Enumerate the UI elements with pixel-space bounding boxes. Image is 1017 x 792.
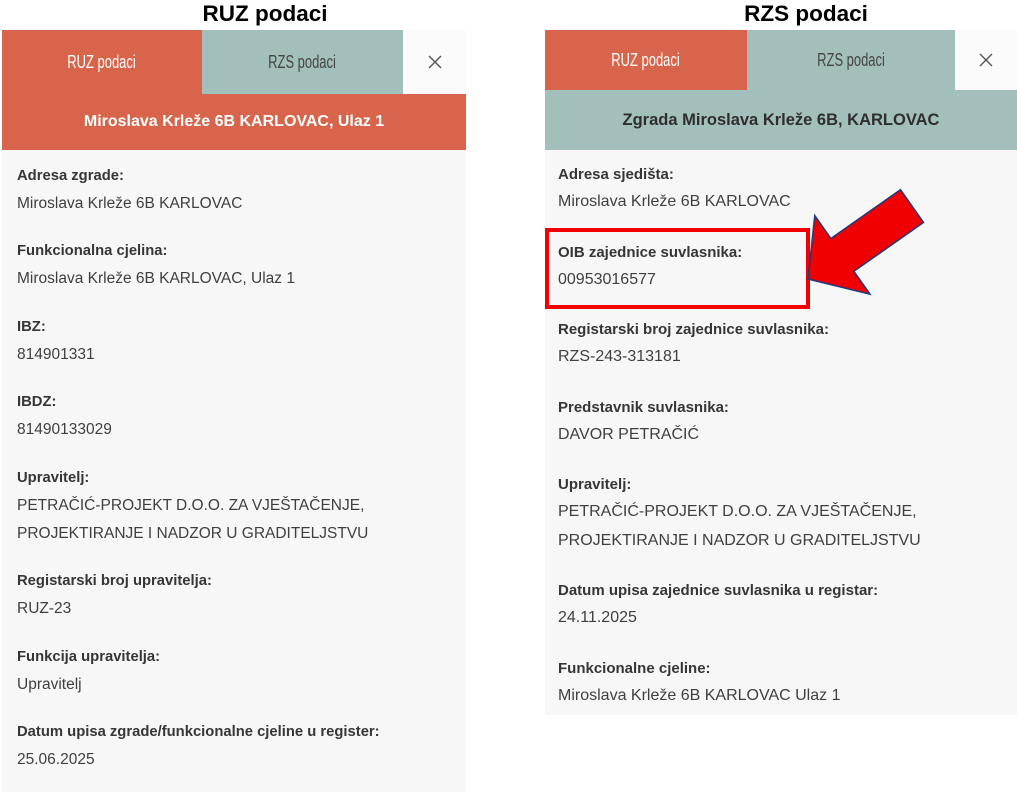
field-value: Miroslava Krleže 6B KARLOVAC <box>558 193 791 210</box>
field-upravitelj <box>558 471 1004 555</box>
tab-ruz-podaci[interactable] <box>545 30 747 90</box>
field-value: 814901331 <box>17 345 95 363</box>
field-label: Funkcionalne cjeline: <box>558 659 711 677</box>
field-value: Miroslava Krleže 6B KARLOVAC, Ulaz 1 <box>17 270 295 287</box>
field-label: Funkcionalna cjelina: <box>17 243 168 259</box>
field-label: Adresa zgrade: <box>17 167 124 184</box>
field-value: Miroslava Krleže 6B KARLOVAC <box>17 194 243 212</box>
tab-label: RZS podaci <box>268 51 337 72</box>
tab-label: RUZ podaci <box>67 51 137 72</box>
field-label: IBDZ: <box>17 394 57 410</box>
field-label: Adresa sjedišta: <box>558 166 674 183</box>
field-label: OIB zajednice suvlasnika: <box>558 243 743 261</box>
tab-bar <box>2 30 466 94</box>
close-button[interactable] <box>403 30 466 94</box>
field-ibz <box>17 314 451 369</box>
close-icon <box>428 55 442 69</box>
field-funkcionalne-cjeline <box>558 655 1004 711</box>
tab-label: RUZ podaci <box>611 49 681 70</box>
field-value-line: PROJEKTIRANJE I NADZOR U GRADITELJSTVU <box>558 531 921 549</box>
field-label: Datum upisa zgrade/funkcionalne cjeline u register: <box>17 724 380 740</box>
field-label: Datum upisa zajednice suvlasnika u registar: <box>558 582 879 599</box>
panel-title: Zgrada Miroslava Krleže 6B, KARLOVAC <box>545 90 1017 150</box>
ruz-panel <box>2 30 466 792</box>
field-value-line: PETRAČIĆ-PROJEKT D.O.O. ZA VJEŠTAČENJE, <box>17 496 365 514</box>
field-funkcija-upravitelja <box>17 644 451 699</box>
field-upravitelj <box>17 465 451 548</box>
field-value: 00953016577 <box>558 270 656 288</box>
details-list <box>545 150 1017 715</box>
field-value: 24.11.2025 <box>558 609 637 626</box>
field-label: Registarski broj zajednice suvlasnika: <box>558 321 829 338</box>
field-value: Miroslava Krleže 6B KARLOVAC Ulaz 1 <box>558 686 841 704</box>
field-label: IBZ: <box>17 318 46 335</box>
tab-rzs-podaci[interactable] <box>202 30 403 94</box>
field-label: Upravitelj: <box>558 476 632 493</box>
field-value: Upravitelj <box>17 675 82 693</box>
field-value: DAVOR PETRAČIĆ <box>558 425 700 443</box>
tab-bar <box>545 30 1017 90</box>
tab-label: RZS podaci <box>817 49 885 70</box>
field-registarski-broj-upravitelja <box>17 568 451 623</box>
field-datum-upisa <box>17 719 451 774</box>
field-label: Predstavnik suvlasnika: <box>558 398 729 416</box>
field-value: 25.06.2025 <box>17 751 95 768</box>
field-predstavnik-suvlasnika <box>558 394 1004 450</box>
tab-ruz-podaci[interactable] <box>2 30 202 94</box>
rzs-panel <box>545 30 1017 715</box>
field-ibdz <box>17 389 451 444</box>
field-value: RUZ-23 <box>17 600 72 617</box>
field-registarski-broj-zajednice <box>558 316 1004 372</box>
field-funkcionalna-cjelina <box>17 238 451 293</box>
close-button[interactable] <box>955 30 1017 90</box>
field-oib-zajednice-suvlasnika <box>558 239 1004 295</box>
field-label: Registarski broj upravitelja: <box>17 573 212 589</box>
details-list <box>2 150 466 792</box>
panel-title: Miroslava Krleže 6B KARLOVAC, Ulaz 1 <box>2 94 466 150</box>
field-datum-upisa-zajednice <box>558 577 1004 633</box>
close-icon <box>979 53 993 67</box>
rzs-section-heading: RZS podaci <box>744 1 868 26</box>
field-adresa-sjedista <box>558 161 1004 217</box>
field-value-line: PETRAČIĆ-PROJEKT D.O.O. ZA VJEŠTAČENJE, <box>558 503 917 520</box>
field-adresa-zgrade <box>17 163 451 218</box>
tab-rzs-podaci[interactable] <box>747 30 955 90</box>
field-value: RZS-243-313181 <box>558 348 681 365</box>
ruz-section-heading: RUZ podaci <box>202 1 328 26</box>
field-value-line: PROJEKTIRANJE I NADZOR U GRADITELJSTVU <box>17 524 369 542</box>
field-label: Upravitelj: <box>17 469 90 486</box>
field-value: 81490133029 <box>17 421 112 438</box>
field-label: Funkcija upravitelja: <box>17 648 161 665</box>
